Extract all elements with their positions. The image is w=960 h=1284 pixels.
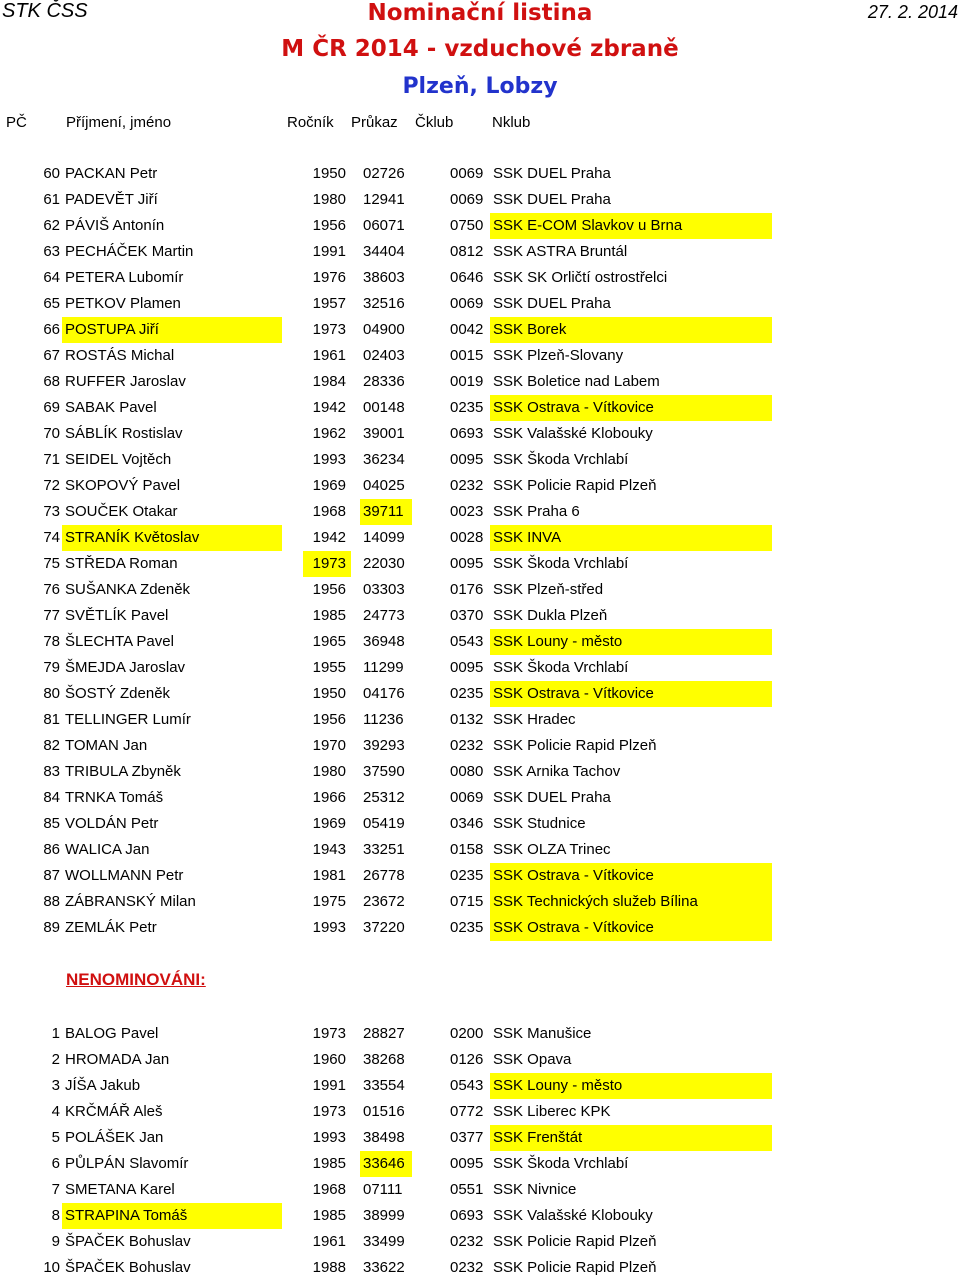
table-row <box>0 629 960 655</box>
cell-name: ŠLECHTA Pavel <box>65 633 174 650</box>
cell-pc: 84 <box>43 789 60 806</box>
cell-team: SSK DUEL Praha <box>493 789 611 806</box>
cell-year: 1956 <box>312 581 346 598</box>
cell-name: SEIDEL Vojtěch <box>65 451 172 468</box>
cell-name: SVĚTLÍK Pavel <box>65 607 169 624</box>
cell-club: 0693 <box>450 1207 484 1224</box>
cell-pc: 80 <box>43 685 60 702</box>
cell-name: SÁBLÍK Rostislav <box>65 425 183 442</box>
cell-team: SSK Manušice <box>493 1025 592 1042</box>
cell-team: SSK Ostrava - Vítkovice <box>493 399 654 416</box>
cell-card: 38999 <box>363 1207 405 1224</box>
cell-team: SSK Dukla Plzeň <box>493 607 608 624</box>
cell-year: 1970 <box>312 737 346 754</box>
cell-team: SSK Plzeň-Slovany <box>493 347 624 364</box>
cell-year: 1981 <box>312 867 346 884</box>
cell-team: SSK Louny - město <box>493 1077 623 1094</box>
table-row <box>0 1125 960 1151</box>
cell-year: 1950 <box>312 165 346 182</box>
cell-club: 0232 <box>450 1259 484 1276</box>
cell-club: 0015 <box>450 347 484 364</box>
cell-club: 0095 <box>450 555 484 572</box>
cell-name: TELLINGER Lumír <box>65 711 191 728</box>
cell-team: SSK Hradec <box>493 711 576 728</box>
cell-pc: 89 <box>43 919 60 936</box>
cell-pc: 62 <box>43 217 60 234</box>
cell-team: SSK Boletice nad Labem <box>493 373 660 390</box>
cell-name: ŠPAČEK Bohuslav <box>65 1259 191 1276</box>
cell-card: 25312 <box>363 789 405 806</box>
cell-pc: 9 <box>51 1233 60 1250</box>
cell-card: 04025 <box>363 477 405 494</box>
cell-pc: 76 <box>43 581 60 598</box>
cell-club: 0200 <box>450 1025 484 1042</box>
cell-team: SSK Studnice <box>493 815 586 832</box>
cell-card: 05419 <box>363 815 405 832</box>
cell-card: 33499 <box>363 1233 405 1250</box>
cell-team: SSK Škoda Vrchlabí <box>493 659 629 676</box>
cell-team: SSK Liberec KPK <box>493 1103 611 1120</box>
cell-name: PÁVIŠ Antonín <box>65 217 165 234</box>
table-row <box>0 785 960 811</box>
cell-pc: 85 <box>43 815 60 832</box>
cell-club: 0370 <box>450 607 484 624</box>
cell-name: ŠMEJDA Jaroslav <box>65 659 186 676</box>
cell-year: 1961 <box>312 1233 346 1250</box>
cell-card: 03303 <box>363 581 405 598</box>
cell-team: SSK INVA <box>493 529 562 546</box>
cell-team: SSK Policie Rapid Plzeň <box>493 1233 657 1250</box>
cell-club: 0095 <box>450 659 484 676</box>
cell-year: 1980 <box>312 763 346 780</box>
cell-club: 0176 <box>450 581 484 598</box>
cell-card: 38268 <box>363 1051 405 1068</box>
cell-year: 1965 <box>312 633 346 650</box>
table-row <box>0 733 960 759</box>
venue-title: Plzeň, Lobzy <box>402 74 558 99</box>
page-title: Nominační listina <box>367 0 593 26</box>
table-row <box>0 499 960 525</box>
cell-name: HROMADA Jan <box>65 1051 170 1068</box>
cell-name: ROSTÁS Michal <box>65 347 175 364</box>
cell-club: 0235 <box>450 399 484 416</box>
table-row <box>0 681 960 707</box>
cell-year: 1950 <box>312 685 346 702</box>
table-row <box>0 1047 960 1073</box>
cell-team: SSK DUEL Praha <box>493 295 611 312</box>
table-row <box>0 421 960 447</box>
cell-year: 1975 <box>312 893 346 910</box>
column-header-card: Průkaz <box>351 114 398 131</box>
cell-team: SSK DUEL Praha <box>493 165 611 182</box>
cell-pc: 77 <box>43 607 60 624</box>
cell-club: 0772 <box>450 1103 484 1120</box>
cell-name: SUŠANKA Zdeněk <box>65 581 191 598</box>
cell-name: WOLLMANN Petr <box>65 867 184 884</box>
cell-club: 0028 <box>450 529 484 546</box>
cell-card: 36234 <box>363 451 405 468</box>
cell-pc: 87 <box>43 867 60 884</box>
cell-year: 1984 <box>312 373 346 390</box>
cell-year: 1991 <box>312 1077 346 1094</box>
cell-card: 39711 <box>363 503 404 520</box>
cell-pc: 1 <box>51 1025 60 1042</box>
cell-team: SSK Ostrava - Vítkovice <box>493 685 654 702</box>
cell-club: 0069 <box>450 295 484 312</box>
cell-card: 04176 <box>363 685 405 702</box>
cell-name: ŠPAČEK Bohuslav <box>65 1233 191 1250</box>
cell-year: 1969 <box>312 815 346 832</box>
page-subtitle: M ČR 2014 - vzduchové zbraně <box>281 36 679 62</box>
cell-pc: 63 <box>43 243 60 260</box>
cell-name: STRAPINA Tomáš <box>65 1207 188 1224</box>
cell-year: 1955 <box>312 659 346 676</box>
table-row <box>0 395 960 421</box>
cell-name: PETKOV Plamen <box>65 295 181 312</box>
cell-pc: 71 <box>43 451 60 468</box>
cell-pc: 67 <box>43 347 60 364</box>
cell-card: 39293 <box>363 737 405 754</box>
table-row <box>0 1177 960 1203</box>
table-row <box>0 1021 960 1047</box>
cell-card: 37590 <box>363 763 405 780</box>
table-row <box>0 239 960 265</box>
cell-card: 23672 <box>363 893 405 910</box>
cell-year: 1988 <box>312 1259 346 1276</box>
cell-pc: 73 <box>43 503 60 520</box>
cell-club: 0693 <box>450 425 484 442</box>
cell-club: 0750 <box>450 217 484 234</box>
table-row <box>0 577 960 603</box>
cell-year: 1962 <box>312 425 346 442</box>
table-row <box>0 317 960 343</box>
table-row <box>0 1099 960 1125</box>
cell-year: 1973 <box>312 555 346 572</box>
cell-name: JÍŠA Jakub <box>65 1077 141 1094</box>
cell-card: 28336 <box>363 373 405 390</box>
cell-club: 0095 <box>450 1155 484 1172</box>
cell-year: 1976 <box>312 269 346 286</box>
cell-pc: 5 <box>51 1129 60 1146</box>
cell-year: 1973 <box>312 1025 346 1042</box>
cell-card: 39001 <box>363 425 405 442</box>
cell-name: ZÁBRANSKÝ Milan <box>65 893 196 910</box>
cell-card: 36948 <box>363 633 405 650</box>
table-row <box>0 889 960 915</box>
cell-club: 0715 <box>450 893 484 910</box>
table-row <box>0 655 960 681</box>
table-row <box>0 707 960 733</box>
cell-year: 1968 <box>312 503 346 520</box>
cell-team: SSK Borek <box>493 321 567 338</box>
cell-year: 1956 <box>312 217 346 234</box>
cell-pc: 65 <box>43 295 60 312</box>
table-row <box>0 369 960 395</box>
cell-pc: 10 <box>43 1259 60 1276</box>
cell-club: 0019 <box>450 373 484 390</box>
cell-team: SSK Škoda Vrchlabí <box>493 1155 629 1172</box>
cell-club: 0232 <box>450 737 484 754</box>
cell-card: 14099 <box>363 529 405 546</box>
table-row <box>0 915 960 941</box>
table-row <box>0 161 960 187</box>
cell-club: 0126 <box>450 1051 484 1068</box>
cell-name: SKOPOVÝ Pavel <box>65 477 181 494</box>
cell-club: 0232 <box>450 1233 484 1250</box>
cell-year: 1942 <box>312 529 346 546</box>
cell-name: ŠOSTÝ Zdeněk <box>65 685 171 702</box>
table-row <box>0 1073 960 1099</box>
cell-team: SSK Praha 6 <box>493 503 580 520</box>
cell-pc: 78 <box>43 633 60 650</box>
cell-pc: 81 <box>43 711 60 728</box>
cell-team: SSK Arnika Tachov <box>493 763 621 780</box>
cell-card: 01516 <box>363 1103 405 1120</box>
cell-club: 0235 <box>450 685 484 702</box>
cell-team: SSK Ostrava - Vítkovice <box>493 919 654 936</box>
cell-team: SSK Louny - město <box>493 633 623 650</box>
cell-team: SSK Technických služeb Bílina <box>493 893 698 910</box>
table-row <box>0 1255 960 1281</box>
cell-name: STŘEDA Roman <box>65 555 178 572</box>
cell-name: TOMAN Jan <box>65 737 148 754</box>
cell-pc: 2 <box>51 1051 60 1068</box>
cell-club: 0069 <box>450 165 484 182</box>
table-row <box>0 837 960 863</box>
table-row <box>0 551 960 577</box>
cell-name: KRČMÁŘ Aleš <box>65 1103 163 1120</box>
cell-year: 1956 <box>312 711 346 728</box>
cell-club: 0095 <box>450 451 484 468</box>
cell-team: SSK Policie Rapid Plzeň <box>493 477 657 494</box>
table-row <box>0 187 960 213</box>
cell-card: 38603 <box>363 269 405 286</box>
cell-year: 1980 <box>312 191 346 208</box>
cell-year: 1957 <box>312 295 346 312</box>
table-row <box>0 525 960 551</box>
cell-year: 1991 <box>312 243 346 260</box>
cell-pc: 68 <box>43 373 60 390</box>
cell-club: 0132 <box>450 711 484 728</box>
cell-pc: 69 <box>43 399 60 416</box>
cell-card: 12941 <box>363 191 405 208</box>
cell-year: 1966 <box>312 789 346 806</box>
cell-name: TRNKA Tomáš <box>65 789 164 806</box>
cell-year: 1968 <box>312 1181 346 1198</box>
table-row <box>0 291 960 317</box>
cell-pc: 7 <box>51 1181 60 1198</box>
table-row <box>0 603 960 629</box>
table-row <box>0 447 960 473</box>
cell-name: WALICA Jan <box>65 841 150 858</box>
cell-card: 38498 <box>363 1129 405 1146</box>
cell-card: 33622 <box>363 1259 405 1276</box>
cell-club: 0235 <box>450 919 484 936</box>
cell-card: 06071 <box>363 217 405 234</box>
cell-team: SSK Škoda Vrchlabí <box>493 451 629 468</box>
cell-name: PECHÁČEK Martin <box>65 243 194 260</box>
header-left: STK ČSS <box>2 0 88 22</box>
cell-card: 37220 <box>363 919 405 936</box>
cell-club: 0543 <box>450 1077 484 1094</box>
cell-team: SSK E-COM Slavkov u Brna <box>493 217 683 234</box>
cell-team: SSK Ostrava - Vítkovice <box>493 867 654 884</box>
cell-card: 02726 <box>363 165 405 182</box>
cell-team: SSK Frenštát <box>493 1129 583 1146</box>
table-row <box>0 759 960 785</box>
cell-club: 0646 <box>450 269 484 286</box>
cell-pc: 6 <box>51 1155 60 1172</box>
cell-pc: 83 <box>43 763 60 780</box>
cell-card: 00148 <box>363 399 405 416</box>
cell-pc: 75 <box>43 555 60 572</box>
cell-name: PADEVĚT Jiří <box>65 191 158 208</box>
cell-name: VOLDÁN Petr <box>65 815 159 832</box>
cell-team: SSK Opava <box>493 1051 572 1068</box>
cell-team: SSK Plzeň-střed <box>493 581 604 598</box>
cell-pc: 70 <box>43 425 60 442</box>
cell-club: 0551 <box>450 1181 484 1198</box>
cell-name: SABAK Pavel <box>65 399 157 416</box>
cell-name: SMETANA Karel <box>65 1181 175 1198</box>
cell-name: POSTUPA Jiří <box>65 321 159 338</box>
cell-card: 26778 <box>363 867 405 884</box>
cell-pc: 72 <box>43 477 60 494</box>
cell-name: POLÁŠEK Jan <box>65 1129 164 1146</box>
cell-name: PACKAN Petr <box>65 165 158 182</box>
cell-team: SSK ASTRA Bruntál <box>493 243 628 260</box>
cell-year: 1993 <box>312 451 346 468</box>
cell-team: SSK OLZA Trinec <box>493 841 611 858</box>
table-row <box>0 1203 960 1229</box>
cell-year: 1942 <box>312 399 346 416</box>
cell-pc: 60 <box>43 165 60 182</box>
table-row <box>0 1229 960 1255</box>
header-date: 27. 2. 2014 <box>867 2 958 22</box>
cell-team: SSK Škoda Vrchlabí <box>493 555 629 572</box>
cell-pc: 64 <box>43 269 60 286</box>
table-row <box>0 343 960 369</box>
cell-team: SSK Policie Rapid Plzeň <box>493 1259 657 1276</box>
cell-pc: 61 <box>43 191 60 208</box>
cell-year: 1985 <box>312 1207 346 1224</box>
cell-pc: 3 <box>51 1077 60 1094</box>
cell-card: 33646 <box>363 1155 405 1172</box>
table-row <box>0 811 960 837</box>
cell-name: SOUČEK Otakar <box>65 503 178 520</box>
cell-team: SSK SK Orličtí ostrostřelci <box>493 269 668 286</box>
cell-club: 0543 <box>450 633 484 650</box>
cell-pc: 4 <box>51 1103 60 1120</box>
cell-team: SSK Valašské Klobouky <box>493 425 653 442</box>
cell-club: 0042 <box>450 321 484 338</box>
nenominovani-heading: NENOMINOVÁNI: <box>66 970 206 989</box>
cell-club: 0080 <box>450 763 484 780</box>
cell-team: SSK Policie Rapid Plzeň <box>493 737 657 754</box>
cell-year: 1973 <box>312 321 346 338</box>
cell-year: 1993 <box>312 1129 346 1146</box>
cell-club: 0069 <box>450 191 484 208</box>
cell-card: 34404 <box>363 243 405 260</box>
table-row <box>0 213 960 239</box>
table-row <box>0 265 960 291</box>
cell-team: SSK DUEL Praha <box>493 191 611 208</box>
cell-card: 02403 <box>363 347 405 364</box>
cell-club: 0812 <box>450 243 484 260</box>
cell-card: 33251 <box>363 841 405 858</box>
cell-card: 11236 <box>363 711 404 728</box>
cell-name: ZEMLÁK Petr <box>65 919 157 936</box>
cell-card: 24773 <box>363 607 405 624</box>
column-header-team: Nklub <box>492 114 531 131</box>
column-header-club: Čklub <box>415 114 454 131</box>
cell-pc: 74 <box>43 529 60 546</box>
cell-club: 0232 <box>450 477 484 494</box>
cell-year: 1961 <box>312 347 346 364</box>
cell-card: 07111 <box>363 1181 403 1198</box>
cell-card: 22030 <box>363 555 405 572</box>
table-row <box>0 1151 960 1177</box>
cell-year: 1943 <box>312 841 346 858</box>
cell-pc: 82 <box>43 737 60 754</box>
cell-club: 0235 <box>450 867 484 884</box>
cell-year: 1985 <box>312 1155 346 1172</box>
cell-name: STRANÍK Květoslav <box>65 529 200 546</box>
cell-pc: 79 <box>43 659 60 676</box>
cell-name: RUFFER Jaroslav <box>65 373 186 390</box>
cell-year: 1985 <box>312 607 346 624</box>
column-header-pc: PČ <box>6 114 27 131</box>
cell-pc: 66 <box>43 321 60 338</box>
cell-pc: 8 <box>51 1207 60 1224</box>
cell-name: PETERA Lubomír <box>65 269 184 286</box>
cell-team: SSK Valašské Klobouky <box>493 1207 653 1224</box>
cell-card: 28827 <box>363 1025 405 1042</box>
cell-name: TRIBULA Zbyněk <box>65 763 181 780</box>
cell-name: PŮLPÁN Slavomír <box>65 1155 189 1172</box>
cell-pc: 88 <box>43 893 60 910</box>
cell-club: 0346 <box>450 815 484 832</box>
table-row <box>0 863 960 889</box>
cell-club: 0069 <box>450 789 484 806</box>
cell-pc: 86 <box>43 841 60 858</box>
cell-card: 11299 <box>363 659 404 676</box>
table-row <box>0 473 960 499</box>
cell-club: 0023 <box>450 503 484 520</box>
cell-club: 0377 <box>450 1129 484 1146</box>
cell-name: BALOG Pavel <box>65 1025 159 1042</box>
cell-card: 33554 <box>363 1077 405 1094</box>
cell-year: 1973 <box>312 1103 346 1120</box>
cell-club: 0158 <box>450 841 484 858</box>
cell-card: 32516 <box>363 295 405 312</box>
column-header-year: Ročník <box>287 114 334 131</box>
cell-team: SSK Nivnice <box>493 1181 577 1198</box>
cell-year: 1969 <box>312 477 346 494</box>
column-header-name: Příjmení, jméno <box>66 114 172 131</box>
cell-year: 1960 <box>312 1051 346 1068</box>
cell-year: 1993 <box>312 919 346 936</box>
cell-card: 04900 <box>363 321 405 338</box>
